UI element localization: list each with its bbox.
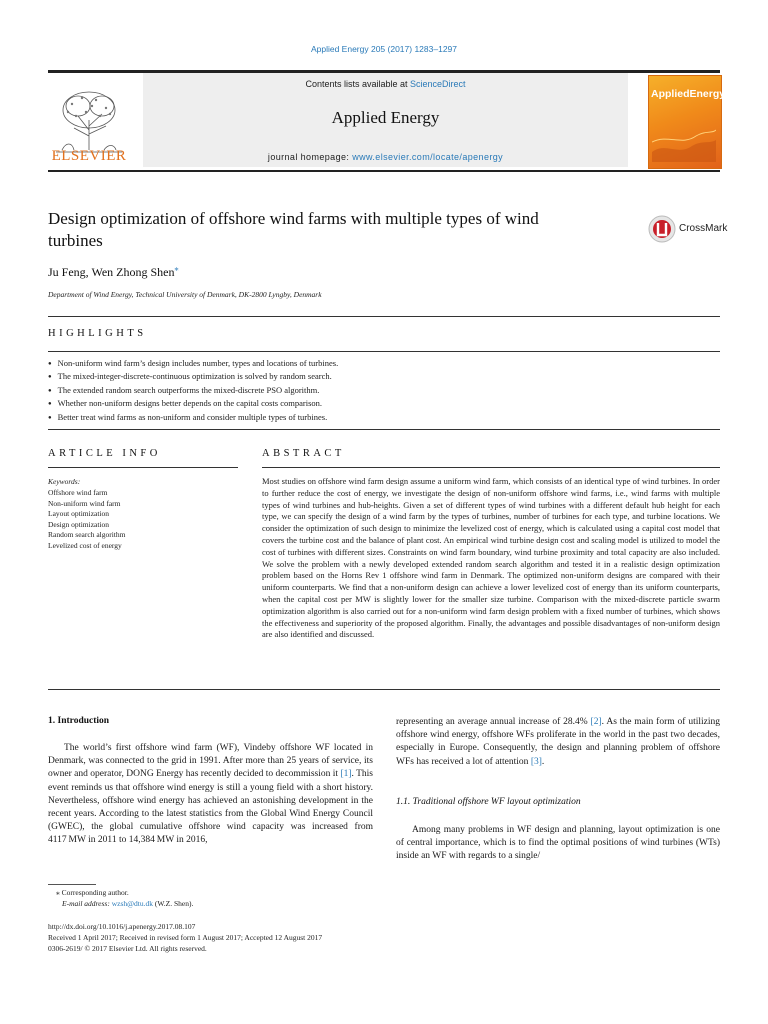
citation-link-3[interactable]: [3] [530, 756, 542, 767]
highlight-item: ● The extended random search outperforms the mixed-discrete PSO algorithm. [48, 384, 720, 397]
keywords-label: Keywords: [48, 477, 81, 486]
citation-link-1[interactable]: [1] [340, 769, 352, 780]
crossmark-label[interactable]: CrossMark [679, 223, 728, 234]
article-title [48, 208, 633, 252]
doi-link[interactable]: http://dx.doi.org/10.1016/j.apenergy.2017.08.107 [48, 922, 196, 931]
abstract-rule [262, 467, 720, 468]
homepage-link[interactable]: www.elsevier.com/locate/apenergy [352, 152, 504, 162]
highlight-item: ● Whether non-uniform designs better depends on the capital costs comparison. [48, 397, 720, 410]
homepage-prefix: journal homepage: [267, 152, 353, 162]
intro-p1-text-b: . This event reminds us that offshore wind energy is still a young field with a short history. Nevertheless, offshore wind energy has achieved an astonishing development in the recent years. According to the latest statistics from the Global Wind Energy Council (GWEC), the global cumulative offshore wind capacity was increased from 4117 MW in 2011 to 14,384 MW in 2016, [48, 769, 373, 846]
keyword-item: Levelized cost of energy [48, 540, 122, 550]
abstract-text: Most studies on offshore wind farm design assume a uniform wind farm, which consists of an identical type of wind turbines. In order to further reduce the cost of energy, we investigate the design of non-uniform offshore wind farms, i.e., wind farms with multiple types of wind turbines and hub-heights. Given a set of different types of wind turbines with a different default hub height for each type, we can specify the design of a wind farm by the types of turbines, number of turbines for each type, and turbine locations. We consider the optimization of such design to minimize the levelized cost of energy, which is calculated using a capital cost model that covers the turbine cost and the balance of plant cost. An empirical wind turbine design cost and scaling model is utilized to model the cost of turbines with different sizes. Constraints on wind farm boundary, wind turbine proximity and total capacity are also included. We solve the problem with a newly developed extended random search algorithm and tested it in a realistic design optimization problem based on the Horns Rev 1 offshore wind farm in Denmark. The optimized non-uniform designs are compared with their uniform counterparts. We find that a non-uniform design can achieve a lower levelized cost of energy than its uniform counterparts, when the capital cost per MW is slightly lower for the smaller size turbine. Comparison with the mixed-discrete particle swarm optimization algorithm is also carried out for a non-uniform wind farm design problem with a fixed number of turbines, which shows the effectiveness and superiority of the proposed algorithm. Finally, the advantages and possible disadvantages of non-uniform design are also identified and discussed. [262, 476, 720, 640]
info-top-rule [48, 429, 720, 430]
email-link[interactable]: wzsh@dtu.dk [111, 899, 153, 908]
highlights-top-rule [48, 316, 720, 317]
keyword-item: Design optimization [48, 519, 110, 529]
authors-names: Ju Feng, Wen Zhong Shen [48, 265, 175, 279]
article-title-line-2: turbines [48, 231, 103, 250]
sciencedirect-link[interactable]: ScienceDirect [410, 79, 466, 89]
contents-line [143, 79, 628, 89]
corresponding-author-note: ⁎ Corresponding author. [56, 888, 129, 897]
highlights-heading: HIGHLIGHTS [48, 328, 147, 339]
body-top-rule [48, 689, 720, 690]
highlight-item: ● Better treat wind farms as non-uniform and consider multiple types of turbines. [48, 411, 720, 424]
keyword-item: Layout optimization [48, 509, 110, 519]
article-info-heading: ARTICLE INFO [48, 448, 161, 459]
contents-prefix: Contents lists available at [305, 79, 411, 89]
intro-p2-text-a: representing an average annual increase of 28.4% [396, 717, 591, 727]
journal-homepage [143, 152, 628, 162]
intro-p1-text-a: The world’s first offshore wind farm (WF), Vindeby offshore WF located in Denmark, was connected to the grid in 1991. After more than 25 years of service, its owner and operator, DONG Energy has recently decided to decommission it [48, 743, 373, 780]
affiliation: Department of Wind Energy, Technical University of Denmark, DK-2800 Lyngby, Denmark [48, 290, 322, 299]
copyright-line: 0306-2619/ © 2017 Elsevier Ltd. All rights reserved. [48, 944, 207, 953]
keyword-item: Random search algorithm [48, 530, 126, 540]
header-bottom-rule [48, 170, 720, 172]
elsevier-wordmark: ELSEVIER [51, 148, 127, 164]
intro-paragraph-3: Among many problems in WF design and planning, layout optimization is one of central importance, which is to find the optimal positions of wind turbines (WTs) inside an WF with regards to a single/ [396, 825, 720, 862]
keyword-item: Offshore wind farm [48, 488, 108, 497]
abstract-heading: ABSTRACT [262, 448, 345, 459]
intro-paragraph-2 [396, 716, 720, 769]
article-info-rule [48, 467, 238, 468]
keyword-item: Non-uniform wind farm [48, 498, 121, 508]
email-label: E-mail address: [62, 899, 112, 908]
footnote-rule [48, 884, 96, 885]
intro-p2-text-c: . [541, 756, 545, 767]
subsection-heading: 1.1. Traditional offshore WF layout optimization [396, 797, 581, 807]
article-title-line-1: Design optimization of offshore wind farms with multiple types of wind [48, 209, 539, 228]
crossmark-icon[interactable] [648, 215, 676, 243]
cover-title: AppliedEnergy [651, 88, 726, 100]
email-line [62, 899, 193, 908]
cover-artwork-icon [652, 112, 716, 162]
email-suffix: (W.Z. Shen). [153, 899, 194, 908]
section-heading-introduction: 1. Introduction [48, 716, 110, 726]
keyword-list [48, 488, 238, 552]
author-list [48, 264, 178, 280]
citation-link-2[interactable]: [2] [590, 717, 602, 727]
highlight-item: ● Non-uniform wind farm’s design includes number, types and locations of turbines. [48, 357, 720, 370]
intro-paragraph-1 [48, 742, 373, 848]
highlights-rule [48, 351, 720, 352]
intro-p2-text-b: . As the main form of utilizing offshore wind energy, offshore WFs proliferate in the world in the past two decades, especially in Europe. Consequently, the design and planning problem of offshore WFs has received a lot of attention [396, 717, 720, 767]
received-dates: Received 1 April 2017; Received in revised form 1 August 2017; Accepted 12 August 2017 [48, 933, 323, 942]
journal-title: Applied Energy [331, 108, 440, 127]
highlight-item: ● The mixed-integer-discrete-continuous optimization is solved by random search. [48, 370, 720, 383]
corresponding-author-mark[interactable]: ⁎ [174, 264, 179, 273]
highlights-list [48, 357, 720, 424]
journal-reference[interactable]: Applied Energy 205 (2017) 1283–1297 [310, 44, 458, 54]
